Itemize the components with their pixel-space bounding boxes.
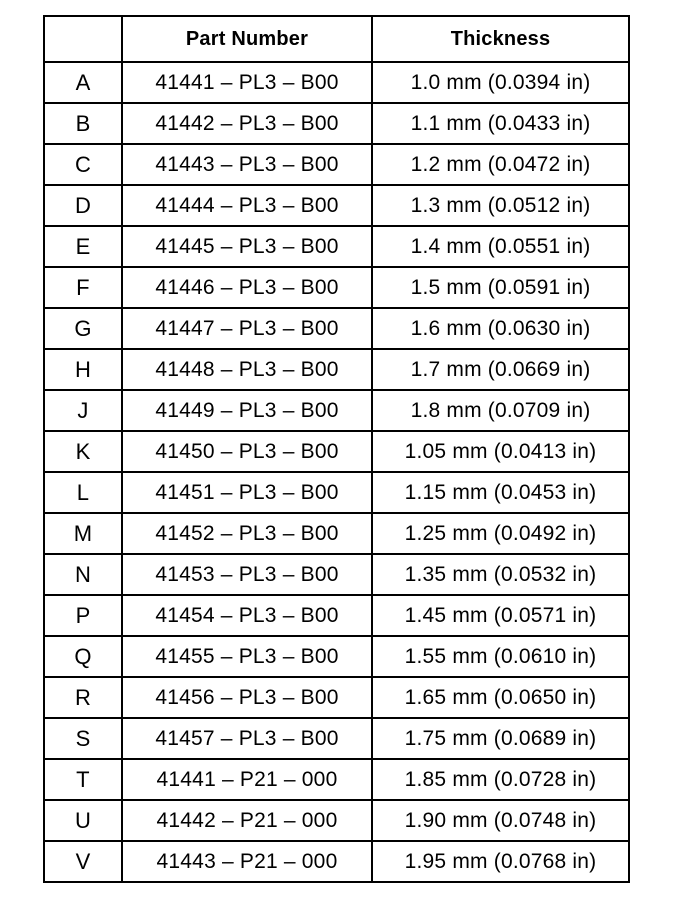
table-row xyxy=(44,759,629,800)
row-thickness: 1.6 mm (0.0630 in) xyxy=(372,308,629,349)
header-letter xyxy=(44,16,122,62)
row-part-number: 41457 – PL3 – B00 xyxy=(122,718,372,759)
row-letter: J xyxy=(44,390,122,431)
row-letter: K xyxy=(44,431,122,472)
row-letter: L xyxy=(44,472,122,513)
table-row xyxy=(44,267,629,308)
row-thickness: 1.2 mm (0.0472 in) xyxy=(372,144,629,185)
row-part-number: 41453 – PL3 – B00 xyxy=(122,554,372,595)
row-thickness: 1.05 mm (0.0413 in) xyxy=(372,431,629,472)
row-letter: E xyxy=(44,226,122,267)
row-letter: Q xyxy=(44,636,122,677)
row-letter: G xyxy=(44,308,122,349)
row-part-number: 41447 – PL3 – B00 xyxy=(122,308,372,349)
table-row xyxy=(44,185,629,226)
table-body xyxy=(44,62,629,882)
row-part-number: 41446 – PL3 – B00 xyxy=(122,267,372,308)
table-row xyxy=(44,103,629,144)
row-part-number: 41443 – P21 – 000 xyxy=(122,841,372,882)
table-row xyxy=(44,595,629,636)
row-thickness: 1.0 mm (0.0394 in) xyxy=(372,62,629,103)
table-row xyxy=(44,390,629,431)
row-part-number: 41448 – PL3 – B00 xyxy=(122,349,372,390)
row-letter: A xyxy=(44,62,122,103)
row-thickness: 1.3 mm (0.0512 in) xyxy=(372,185,629,226)
row-letter: V xyxy=(44,841,122,882)
parts-table xyxy=(43,15,630,883)
table-row xyxy=(44,513,629,554)
row-thickness: 1.15 mm (0.0453 in) xyxy=(372,472,629,513)
row-letter: P xyxy=(44,595,122,636)
row-part-number: 41442 – PL3 – B00 xyxy=(122,103,372,144)
row-letter: S xyxy=(44,718,122,759)
row-thickness: 1.1 mm (0.0433 in) xyxy=(372,103,629,144)
row-thickness: 1.7 mm (0.0669 in) xyxy=(372,349,629,390)
row-letter: H xyxy=(44,349,122,390)
row-thickness: 1.35 mm (0.0532 in) xyxy=(372,554,629,595)
row-thickness: 1.25 mm (0.0492 in) xyxy=(372,513,629,554)
table-row xyxy=(44,554,629,595)
row-thickness: 1.65 mm (0.0650 in) xyxy=(372,677,629,718)
row-part-number: 41450 – PL3 – B00 xyxy=(122,431,372,472)
table-row xyxy=(44,718,629,759)
row-letter: T xyxy=(44,759,122,800)
row-letter: U xyxy=(44,800,122,841)
table-row xyxy=(44,800,629,841)
parts-table-container xyxy=(43,15,628,883)
row-thickness: 1.75 mm (0.0689 in) xyxy=(372,718,629,759)
row-thickness: 1.8 mm (0.0709 in) xyxy=(372,390,629,431)
table-row xyxy=(44,636,629,677)
row-part-number: 41454 – PL3 – B00 xyxy=(122,595,372,636)
table-row xyxy=(44,308,629,349)
row-part-number: 41456 – PL3 – B00 xyxy=(122,677,372,718)
row-part-number: 41449 – PL3 – B00 xyxy=(122,390,372,431)
table-row xyxy=(44,144,629,185)
row-part-number: 41451 – PL3 – B00 xyxy=(122,472,372,513)
row-part-number: 41443 – PL3 – B00 xyxy=(122,144,372,185)
row-thickness: 1.4 mm (0.0551 in) xyxy=(372,226,629,267)
table-row xyxy=(44,841,629,882)
table-row xyxy=(44,62,629,103)
row-part-number: 41441 – PL3 – B00 xyxy=(122,62,372,103)
row-part-number: 41445 – PL3 – B00 xyxy=(122,226,372,267)
row-thickness: 1.55 mm (0.0610 in) xyxy=(372,636,629,677)
table-row xyxy=(44,677,629,718)
row-letter: D xyxy=(44,185,122,226)
row-letter: C xyxy=(44,144,122,185)
header-part-number: Part Number xyxy=(122,16,372,62)
table-row xyxy=(44,226,629,267)
header-thickness: Thickness xyxy=(372,16,629,62)
row-part-number: 41444 – PL3 – B00 xyxy=(122,185,372,226)
table-header-row xyxy=(44,16,629,62)
row-letter: F xyxy=(44,267,122,308)
row-letter: N xyxy=(44,554,122,595)
row-thickness: 1.85 mm (0.0728 in) xyxy=(372,759,629,800)
row-part-number: 41452 – PL3 – B00 xyxy=(122,513,372,554)
table-row xyxy=(44,349,629,390)
table-row xyxy=(44,431,629,472)
row-thickness: 1.90 mm (0.0748 in) xyxy=(372,800,629,841)
row-letter: B xyxy=(44,103,122,144)
row-letter: M xyxy=(44,513,122,554)
row-part-number: 41442 – P21 – 000 xyxy=(122,800,372,841)
row-thickness: 1.45 mm (0.0571 in) xyxy=(372,595,629,636)
row-thickness: 1.95 mm (0.0768 in) xyxy=(372,841,629,882)
table-row xyxy=(44,472,629,513)
row-part-number: 41441 – P21 – 000 xyxy=(122,759,372,800)
row-letter: R xyxy=(44,677,122,718)
row-thickness: 1.5 mm (0.0591 in) xyxy=(372,267,629,308)
row-part-number: 41455 – PL3 – B00 xyxy=(122,636,372,677)
